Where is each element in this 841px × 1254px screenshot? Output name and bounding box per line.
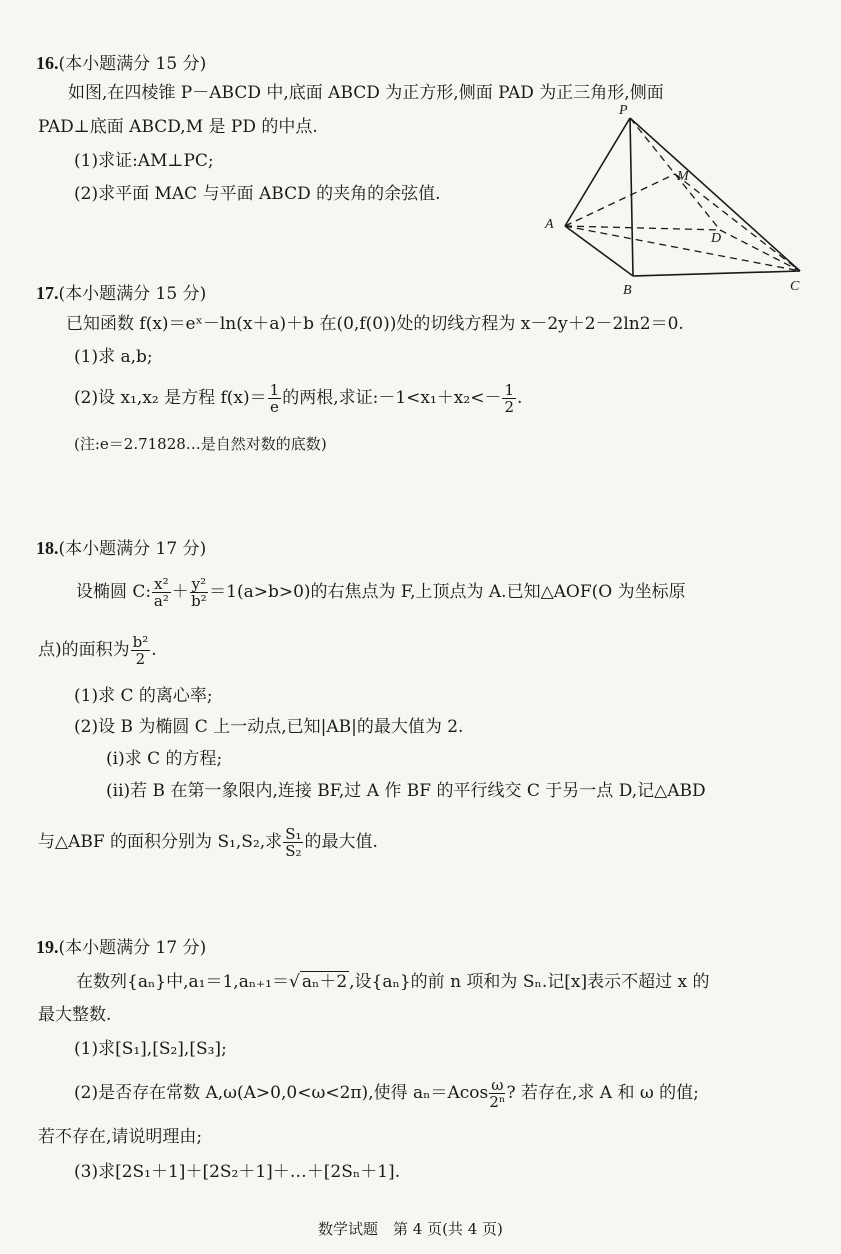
q19-part2-line2: 若不存在,请说明理由; (38, 1127, 203, 1147)
q16-score: (本小题满分 15 分) (58, 54, 207, 74)
q17-frac2-top: 1 (504, 381, 514, 399)
q19-score: (本小题满分 17 分) (58, 938, 207, 958)
q16-part2: (2)求平面 MAC 与平面 ABCD 的夹角的余弦值. (74, 184, 441, 204)
q18-ratio-top: S₁ (285, 825, 302, 843)
label-M: M (677, 169, 689, 184)
q16-stem-line1: 如图,在四棱锥 P－ABCD 中,底面 ABCD 为正方形,侧面 PAD 为正三角形,侧面 (68, 83, 664, 103)
q18-x-bottom: a² (153, 592, 169, 610)
q19-cos-bottom: 2ⁿ (489, 1093, 506, 1111)
q18-area-fraction (131, 634, 151, 667)
q18-header (36, 537, 206, 560)
label-P: P (619, 103, 628, 118)
q18-ratio-fraction (283, 826, 303, 859)
q18-y-bottom: b² (191, 592, 207, 610)
q17-part1: (1)求 a,b; (74, 347, 153, 367)
q18-line2-end: . (151, 640, 157, 660)
q17-fraction-1-over-e (268, 382, 282, 415)
q17-stem: 已知函数 f(x)＝eˣ－ln(x＋a)＋b 在(0,f(0))处的切线方程为 x－2y＋2－2ln2＝0. (66, 314, 684, 334)
q18-part1: (1)求 C 的离心率; (74, 686, 213, 706)
q18-part2-ii: (ii)若 B 在第一象限内,连接 BF,过 A 作 BF 的平行线交 C 于另一点 D,记△ABD (106, 781, 706, 801)
q18-part2-i: (i)求 C 的方程; (106, 749, 223, 769)
q18-stem-post: ＝1(a>b>0)的右焦点为 F,上顶点为 A.已知△AOF(O 为坐标原 (209, 582, 686, 602)
q17-fraction-1-over-2 (502, 382, 516, 415)
q17-frac1-top: 1 (269, 381, 280, 399)
q18-ellipse-y-term (190, 576, 209, 609)
q17-frac1-bottom: e (269, 398, 279, 416)
q19-number: 19. (36, 937, 59, 957)
q19-sqrt-body: aₙ＋2 (301, 972, 348, 992)
q18-area-top: b² (132, 633, 149, 651)
q18-last-end: 的最大值. (304, 832, 378, 852)
q16-stem-line2: PAD⊥底面 ABCD,M 是 PD 的中点. (38, 117, 318, 137)
q18-part2: (2)设 B 为椭圆 C 上一动点,已知|AB|的最大值为 2. (74, 717, 464, 737)
q19-part2 (74, 1073, 699, 1113)
page-footer: 数学试题 第 4 页(共 4 页) (318, 1220, 503, 1238)
q18-x-top: x² (154, 575, 169, 593)
q18-ellipse-x-term (152, 576, 170, 609)
q18-stem-line1 (76, 572, 686, 612)
q18-ellipse-plus: ＋ (171, 582, 189, 602)
q19-cos-fraction (489, 1077, 505, 1110)
q19-part2-pre: (2)是否存在常数 A,ω(A>0,0<ω<2π),使得 aₙ＝Acos (74, 1083, 489, 1103)
q19-part1: (1)求[S₁],[S₂],[S₃]; (74, 1039, 227, 1059)
q18-area-bottom: 2 (135, 650, 146, 668)
q18-stem-pre: 设椭圆 C: (76, 582, 152, 602)
q17-header (36, 282, 206, 305)
q18-last-line (38, 822, 378, 862)
q18-score: (本小题满分 17 分) (58, 539, 207, 559)
q19-part3: (3)求[2S₁＋1]＋[2S₂＋1]＋…＋[2Sₙ＋1]. (74, 1162, 401, 1182)
q17-score: (本小题满分 15 分) (58, 284, 207, 304)
q17-part2-mid: 的两根,求证:－1<x₁＋x₂<－ (282, 388, 502, 408)
q19-stem-pre: 在数列{aₙ}中,a₁＝1,aₙ₊₁＝ (76, 972, 289, 992)
label-B: B (623, 283, 632, 298)
q19-header (36, 936, 206, 959)
q19-cos-top: ω (491, 1076, 504, 1094)
q17-note: (注:e＝2.71828…是自然对数的底数) (74, 435, 327, 453)
q17-number: 17. (36, 283, 59, 303)
label-D: D (711, 231, 722, 246)
q19-part2-post: ? 若存在,求 A 和 ω 的值; (506, 1083, 699, 1103)
q16-part1: (1)求证:AM⊥PC; (74, 151, 214, 171)
q18-number: 18. (36, 538, 59, 558)
q18-line2-pre: 点)的面积为 (38, 640, 130, 660)
q17-part2-pre: (2)设 x₁,x₂ 是方程 f(x)＝ (74, 388, 267, 408)
pyramid-figure (535, 100, 825, 300)
q19-stem-line2: 最大整数. (38, 1005, 112, 1025)
q17-frac2-bottom: 2 (504, 398, 514, 416)
q18-ratio-bottom: S₂ (285, 842, 302, 860)
q17-part2 (74, 380, 522, 416)
q19-stem-line1: 在数列{aₙ}中,a₁＝1,aₙ₊₁＝√ aₙ＋2 ,设{aₙ}的前 n 项和为 Sₙ.记[x]表示不超过 x 的 (76, 972, 710, 992)
q18-y-top: y² (191, 575, 207, 593)
q16-number: 16. (36, 53, 59, 73)
label-A: A (545, 217, 554, 232)
label-C: C (790, 279, 800, 294)
q16-header (36, 52, 206, 75)
q18-last-pre: 与△ABF 的面积分别为 S₁,S₂,求 (38, 832, 283, 852)
q18-stem-line2 (38, 630, 157, 670)
q17-part2-end: . (517, 388, 523, 408)
q19-stem-post: ,设{aₙ}的前 n 项和为 Sₙ.记[x]表示不超过 x 的 (349, 972, 710, 992)
